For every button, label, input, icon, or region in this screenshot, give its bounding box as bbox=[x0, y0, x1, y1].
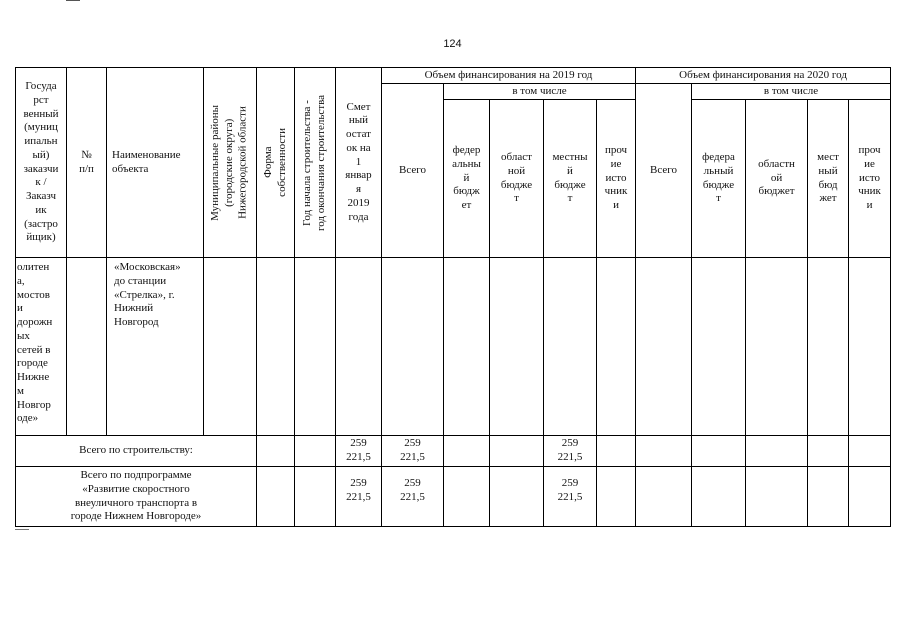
top-margin-mark bbox=[66, 0, 80, 1]
row-number bbox=[67, 258, 107, 436]
header-estimated-balance: Смет ный остат ок на 1 январ я 2019 года bbox=[336, 68, 382, 258]
header-including-2019: в том числе bbox=[444, 84, 636, 100]
header-including-2020: в том числе bbox=[692, 84, 891, 100]
bottom-margin-mark bbox=[15, 529, 29, 530]
total-construction-balance: 259 221,5 bbox=[336, 436, 382, 467]
total-subprogram-label: Всего по подпрограмме «Развитие скоростного внеуличного транспорта в городе Нижнем Новгороде» bbox=[16, 467, 257, 527]
header-financing-2019: Объем финансирования на 2019 год bbox=[382, 68, 636, 84]
table-row bbox=[16, 258, 891, 436]
header-financing-2020: Объем финансирования на 2020 год bbox=[636, 68, 891, 84]
total-subprogram-local-2019: 259 221,5 bbox=[544, 467, 597, 527]
header-2020-regional: областн ой бюджет bbox=[746, 100, 808, 258]
total-construction-row bbox=[16, 436, 891, 467]
total-construction-label: Всего по строительству: bbox=[16, 436, 257, 467]
header-municipal-districts: Муниципальные районы (городские округа) Нижегородской области bbox=[204, 68, 257, 258]
header-total-2019: Всего bbox=[382, 84, 444, 258]
financing-table bbox=[15, 67, 891, 527]
total-subprogram-row bbox=[16, 467, 891, 527]
total-construction-local-2019: 259 221,5 bbox=[544, 436, 597, 467]
header-object-name: Наименование объекта bbox=[107, 68, 204, 258]
row-customer: олитен а, мостов и дорожн ых сетей в городе Нижне м Новгор оде» bbox=[16, 258, 67, 436]
total-construction-2019: 259 221,5 bbox=[382, 436, 444, 467]
header-2020-federal: федера льный бюдже т bbox=[692, 100, 746, 258]
header-construction-years: Год начала строительства - год окончания строительства bbox=[295, 68, 336, 258]
header-2019-local: местны й бюдже т bbox=[544, 100, 597, 258]
header-2020-local: мест ный бюд жет bbox=[808, 100, 849, 258]
row-object-name: «Московская» до станции «Стрелка», г. Нижний Новгород bbox=[107, 258, 204, 436]
header-2019-regional: област ной бюдже т bbox=[490, 100, 544, 258]
total-subprogram-balance: 259 221,5 bbox=[336, 467, 382, 527]
header-total-2020: Всего bbox=[636, 84, 692, 258]
header-ownership-form: Форма собственности bbox=[257, 68, 295, 258]
header-number: № п/п bbox=[67, 68, 107, 258]
header-2020-other: проч ие исто чник и bbox=[849, 100, 891, 258]
total-subprogram-2019: 259 221,5 bbox=[382, 467, 444, 527]
header-2019-other: проч ие исто чник и bbox=[597, 100, 636, 258]
header-2019-federal: федер альны й бюдж ет bbox=[444, 100, 490, 258]
header-customer: Госуда рст венный (муниц ипальн ый) заказчи к / Заказч ик (застро йщик) bbox=[16, 68, 67, 258]
page-number: 124 bbox=[443, 38, 462, 50]
